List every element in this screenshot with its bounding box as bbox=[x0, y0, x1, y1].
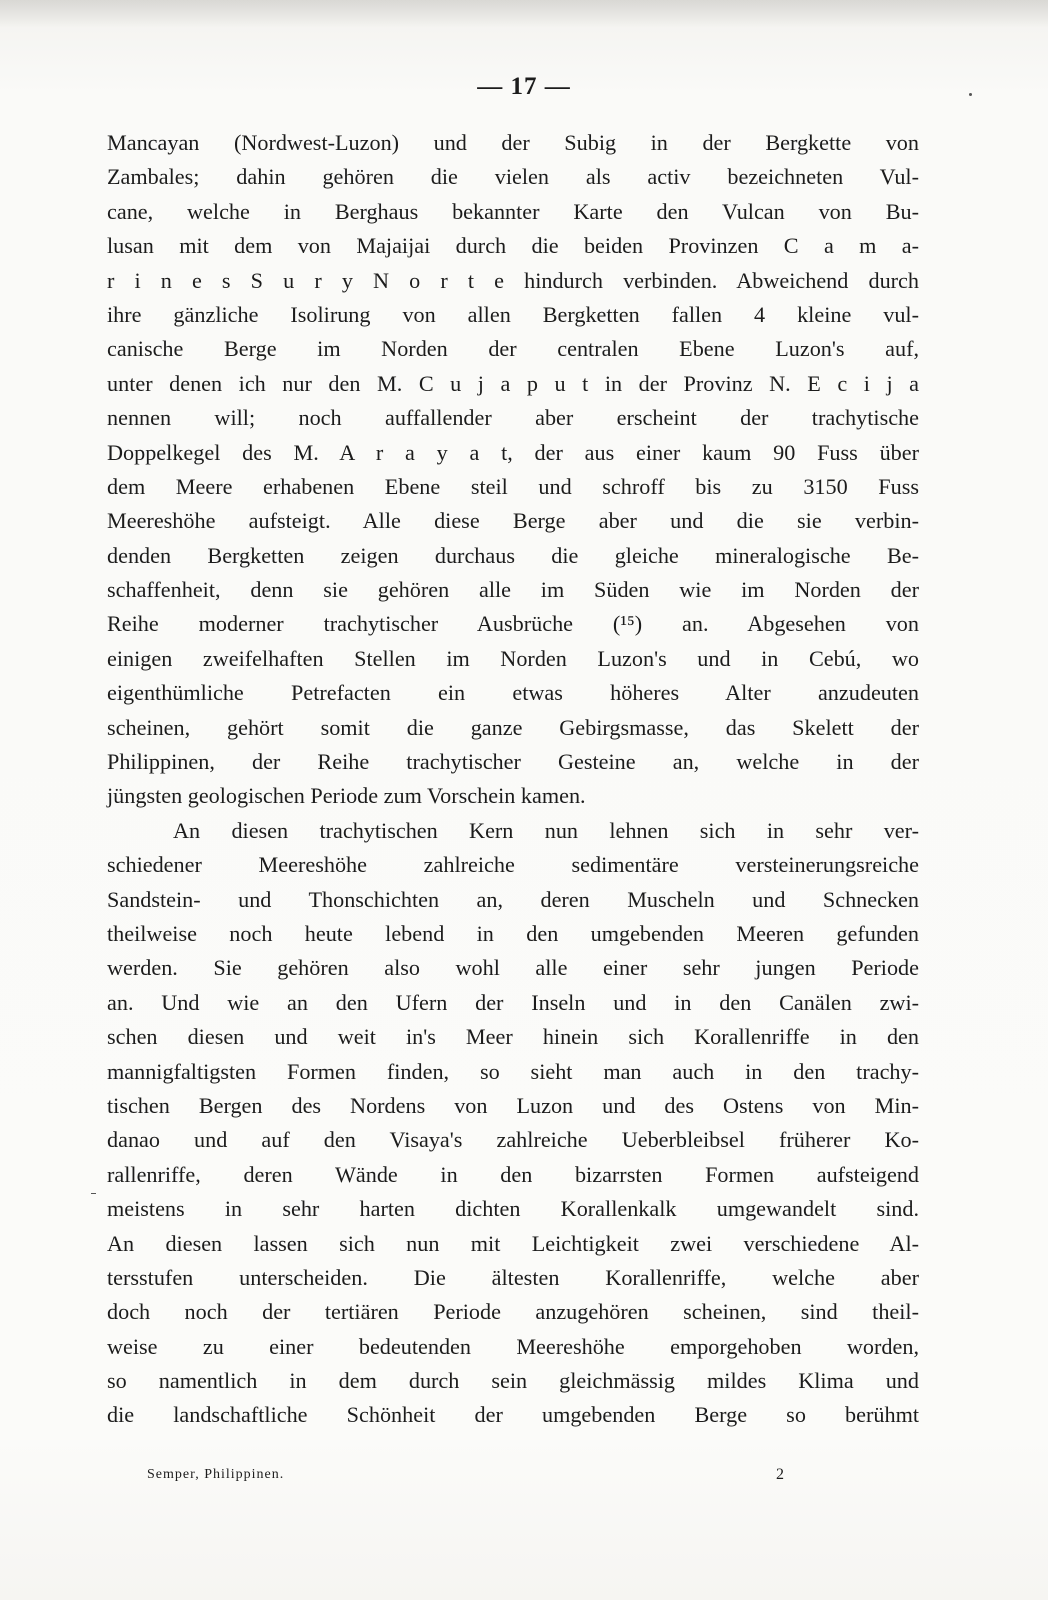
text-line: tischen Bergen des Nordens von Luzon und des Ostens von Min- bbox=[107, 1092, 919, 1118]
text-line: schiedener Meereshöhe zahlreiche sedimentäre versteinerungsreiche bbox=[107, 852, 919, 878]
text-line: jüngsten geologischen Periode zum Vorschein kamen. bbox=[107, 783, 586, 809]
scan-speck bbox=[969, 93, 972, 96]
text-line: meistens in sehr harten dichten Korallenkalk umgewandelt sind. bbox=[107, 1196, 919, 1222]
text-line: danao und auf den Visaya's zahlreiche Ueberbleibsel früherer Ko- bbox=[107, 1127, 919, 1153]
text-line: denden Bergketten zeigen durchaus die gleiche mineralogische Be- bbox=[107, 542, 919, 568]
paragraph-2 bbox=[107, 814, 919, 1433]
text-line: lusan mit dem von Majaijai durch die beiden Provinzen C a m a- bbox=[107, 233, 919, 259]
paragraph-1 bbox=[107, 126, 919, 814]
text-line: Meereshöhe aufsteigt. Alle diese Berge aber und die sie verbin- bbox=[107, 508, 919, 534]
text-line: weise zu einer bedeutenden Meereshöhe emporgehoben worden, bbox=[107, 1333, 919, 1359]
text-line: Philippinen, der Reihe trachytischer Gesteine an, welche in der bbox=[107, 749, 919, 775]
body-text bbox=[107, 126, 919, 1433]
text-line: nennen will; noch auffallender aber erscheint der trachytische bbox=[107, 405, 919, 431]
text-line: An diesen trachytischen Kern nun lehnen sich in sehr ver- bbox=[173, 817, 919, 843]
text-line: Doppelkegel des M. A r a y a t, der aus einer kaum 90 Fuss über bbox=[107, 439, 919, 465]
text-line: schen diesen und weit in's Meer hinein sich Korallenriffe in den bbox=[107, 1024, 919, 1050]
text-line: einigen zweifelhaften Stellen im Norden Luzon's und in Cebú, wo bbox=[107, 645, 919, 671]
scan-edge-shadow bbox=[0, 0, 1048, 28]
text-line: An diesen lassen sich nun mit Leichtigkeit zwei verschiedene Al- bbox=[107, 1230, 919, 1256]
text-line: tersstufen unterscheiden. Die ältesten Korallenriffe, welche aber bbox=[107, 1264, 919, 1290]
sheet-number: 2 bbox=[776, 1466, 784, 1483]
text-line: so namentlich in dem durch sein gleichmässig mildes Klima und bbox=[107, 1368, 919, 1394]
text-line: werden. Sie gehören also wohl alle einer sehr jungen Periode bbox=[107, 955, 919, 981]
text-line: scheinen, gehört somit die ganze Gebirgsmasse, das Skelett der bbox=[107, 714, 919, 740]
text-line: theilweise noch heute lebend in den umgebenden Meeren gefunden bbox=[107, 920, 919, 946]
text-line: mannigfaltigsten Formen finden, so sieht man auch in den trachy- bbox=[107, 1058, 919, 1084]
text-line: canische Berge im Norden der centralen Ebene Luzon's auf, bbox=[107, 336, 919, 362]
text-line: eigenthümliche Petrefacten ein etwas höheres Alter anzudeuten bbox=[107, 680, 919, 706]
scan-speck bbox=[91, 1193, 96, 1194]
text-line: Reihe moderner trachytischer Ausbrüche (¹⁵) an. Abgesehen von bbox=[107, 611, 919, 637]
text-line: Zambales; dahin gehören die vielen als activ bezeichneten Vul- bbox=[107, 164, 919, 190]
page-number: — 17 — bbox=[477, 73, 571, 100]
text-line: Sandstein- und Thonschichten an, deren Muscheln und Schnecken bbox=[107, 886, 919, 912]
text-line: cane, welche in Berghaus bekannter Karte den Vulcan von Bu- bbox=[107, 198, 919, 224]
text-line: r i n e s S u r y N o r t e hindurch verbinden. Abweichend durch bbox=[107, 267, 919, 293]
text-line: doch noch der tertiären Periode anzugehören scheinen, sind theil- bbox=[107, 1299, 919, 1325]
text-line: dem Meere erhabenen Ebene steil und schroff bis zu 3150 Fuss bbox=[107, 473, 919, 499]
text-line: Mancayan (Nordwest-Luzon) und der Subig in der Bergkette von bbox=[107, 130, 919, 155]
text-line: die landschaftliche Schönheit der umgebenden Berge so berühmt bbox=[107, 1402, 919, 1428]
text-line: schaffenheit, denn sie gehören alle im Süden wie im Norden der bbox=[107, 577, 919, 603]
text-line: an. Und wie an den Ufern der Inseln und in den Canälen zwi- bbox=[107, 989, 919, 1015]
signature-mark: Semper, Philippinen. bbox=[147, 1467, 285, 1482]
text-line: rallenriffe, deren Wände in den bizarrsten Formen aufsteigend bbox=[107, 1161, 919, 1187]
text-line: ihre gänzliche Isolirung von allen Bergketten fallen 4 kleine vul- bbox=[107, 301, 919, 327]
text-line: unter denen ich nur den M. C u j a p u t in der Provinz N. E c i j a bbox=[107, 370, 919, 396]
